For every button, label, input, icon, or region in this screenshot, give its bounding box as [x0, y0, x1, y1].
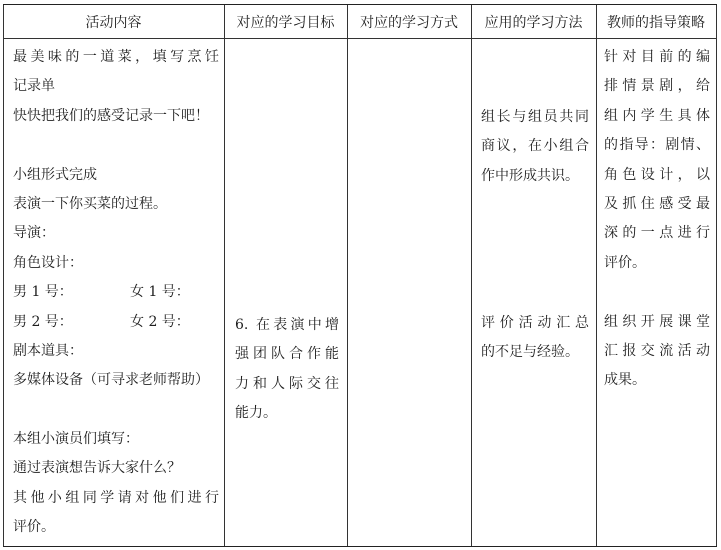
activity-line-blank: [13, 396, 219, 425]
table-border-right: [716, 5, 717, 546]
header-learning-goal: 对应的学习目标: [236, 14, 335, 31]
role-female-1: 女 1 号：: [130, 284, 190, 301]
activity-line: 最美味的一道菜，填写烹饪: [13, 49, 219, 65]
activity-line: 剧本道具：: [13, 342, 83, 359]
activity-line: 快快把我们的感受记录一下吧！: [13, 107, 209, 124]
method-line: 的不足与经验。: [481, 344, 579, 361]
strategy-line: 及抓住感受最: [604, 195, 710, 212]
role-male-1: 男 1 号：: [13, 284, 73, 301]
column-divider: [596, 5, 597, 546]
strategy-line: 组内学生具体: [604, 107, 710, 124]
table-border-left: [3, 5, 4, 546]
header-learning-mode: 对应的学习方式: [360, 14, 458, 31]
strategy-line: 的指导：剧情、: [604, 137, 710, 154]
activity-line: 小组形式完成: [13, 166, 97, 183]
strategy-line: 深的一点进行: [604, 225, 710, 242]
activity-line: 角色设计：: [13, 254, 83, 271]
method-gap: [481, 279, 589, 308]
activity-line: 导演：: [13, 225, 55, 242]
learning-method-cell: [481, 103, 589, 368]
method-gap: [481, 191, 589, 220]
column-divider: [471, 5, 472, 546]
strategy-line: 针对目前的编: [604, 49, 710, 65]
role-female-2: 女 2 号：: [130, 313, 190, 330]
strategy-line: 排情景剧，给: [604, 78, 710, 95]
activity-line-blank: [13, 131, 219, 160]
header-teacher-strategy: 教师的指导策略: [607, 14, 705, 31]
column-divider: [347, 5, 348, 546]
goal-line: 6. 在表演中增: [235, 317, 339, 333]
strategy-line: 评价。: [604, 254, 646, 271]
activity-table: [3, 4, 717, 547]
method-gap: [481, 221, 589, 250]
learning-goal-cell: [235, 311, 339, 429]
activity-line: 其他小组同学请对他们进行: [13, 489, 219, 506]
role-line: [13, 278, 219, 307]
strategy-line: 成果。: [604, 372, 646, 389]
activity-line: 通过表演想告诉大家什么？: [13, 460, 181, 477]
activity-line: 表演一下你买菜的过程。: [13, 195, 167, 212]
teacher-strategy-cell: [604, 43, 710, 396]
strategy-gap: [604, 278, 710, 307]
method-line: 作中形成共识。: [481, 167, 579, 184]
strategy-line: 汇报交流活动: [604, 342, 710, 359]
strategy-line: 角色设计，以: [604, 166, 710, 183]
header-activity-content: 活动内容: [85, 14, 142, 31]
method-line: 商议，在小组合: [481, 138, 589, 155]
header-divider: [3, 38, 717, 39]
activity-line: 多媒体设备（可寻求老师帮助）: [13, 372, 209, 389]
role-line: [13, 308, 219, 337]
strategy-line: 组织开展课堂: [604, 313, 710, 330]
goal-line: 能力。: [235, 405, 277, 422]
method-line: 评价活动汇总: [481, 314, 589, 331]
activity-line: 记录单: [13, 78, 55, 95]
column-divider: [224, 5, 225, 546]
method-gap: [481, 250, 589, 279]
activity-line: 本组小演员们填写：: [13, 431, 139, 448]
goal-line: 力和人际交往: [235, 375, 339, 392]
header-learning-method: 应用的学习方法: [484, 14, 583, 31]
activity-line: 评价。: [13, 519, 55, 536]
goal-line: 强团队合作能: [235, 346, 339, 363]
role-male-2: 男 2 号：: [13, 313, 73, 330]
method-line: 组长与组员共同: [481, 109, 589, 125]
activity-content-cell: [13, 43, 219, 543]
